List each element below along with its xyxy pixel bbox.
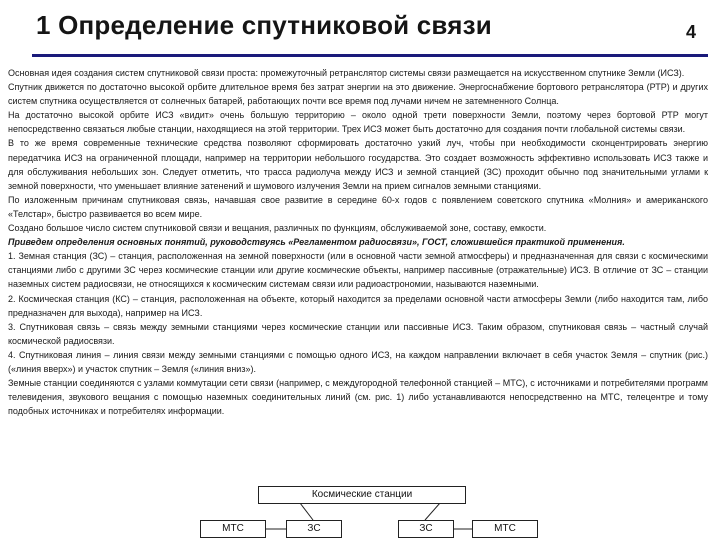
paragraph: В то же время современные технические средства позволяют сформировать достаточно узкий луч, чтобы при необходимости сконцентрировать энергию передатчика ИСЗ на ограниченной площади, например на территории небольшого государства. Это создает возможность эффективно использовать ИСЗ также и для обслуживания небольших зон. Следует отметить, что трасса радиолуча между ИСЗ и земной станцией (ЗС) проходит обычно под значительными углами к земной поверхности, что уменьшает влияние затенений и шумового излучения Земли на прием сигналов земными станциями. (8, 138, 708, 191)
page-number: 4 (686, 22, 697, 42)
left-earth-station-box: ЗС (286, 520, 342, 538)
title-underline (32, 54, 708, 57)
paragraph: Основная идея создания систем спутниковой связи проста: промежуточный ретранслятор системы связи размещается на искусственном спутнике Земли (ИСЗ). (8, 68, 685, 78)
definition-earth-station: 1. Земная станция (ЗС) – станция, расположенная на земной поверхности (или в основной части земной атмосферы) и предназначенная для связи с космическими станциями либо с другими ЗС через космические станции или другие космические объекты, например пассивные (отражательные) ИСЗ. В отличие от ЗС – станции наземных систем радиосвязи, не относящихся к космическим системам связи или радиоастрономии, называются наземными. (8, 251, 708, 290)
paragraph: По изложенным причинам спутниковая связь, начавшая свое развитие в середине 60-х годов с появлением советского спутника «Молния» и американского «Телстар», быстро развивается во всем мире. (8, 194, 708, 219)
satellite-box: Космические станции (258, 486, 466, 504)
uplink-line (300, 503, 313, 520)
left-exchange-box: МТС (200, 520, 266, 538)
definition-satellite-line: 4. Спутниковая линия – линия связи между земными станциями с помощью одного ИСЗ, на каждом направлении включает в себя участок Земля – спутник (рис.) («линия вверх») и участок спутник – Земля («линия вниз»). (8, 349, 708, 374)
definition-space-station: 2. Космическая станция (КС) – станция, расположенная на объекте, который находится за пределами основной части атмосферы Земли (либо находится там, либо предназначен для выхода), например на ИСЗ. (8, 293, 708, 318)
paragraph-emphasis: Приведем определения основных понятий, руководствуясь «Регламентом радиосвязи», ГОСТ, сложившейся практикой применения. (8, 237, 625, 248)
page-title: 1 Определение спутниковой связи (36, 10, 492, 40)
paragraph: На достаточно высокой орбите ИСЗ «видит» очень большую территорию – около одной трети поверхности Земли, поэтому через бортовой РТР могут непосредственно связаться любые станции, находящиеся на этой территории. Трех ИСЗ может быть достаточно для создания почти глобальной системы связи. (8, 110, 708, 135)
body-text (8, 66, 708, 418)
paragraph: Земные станции соединяются с узлами коммутации сети связи (например, с междугородной телефонной станцией – МТС), с источниками и потребителями программ телевидения, звукового вещания с помощью наземных соединительных линий (см. рис. 1) либо устанавливаются непосредственно на МТС, телецентре и тому подобных источниках и потребителях информации. (8, 378, 708, 417)
paragraph: Создано большое число систем спутниковой связи и вещания, различных по функциям, обслуживаемой зоне, составу, емкости. (8, 223, 547, 234)
right-exchange-box: МТС (472, 520, 538, 538)
right-earth-station-box: ЗС (398, 520, 454, 538)
downlink-line (425, 503, 440, 520)
paragraph: Спутник движется по достаточно высокой орбите длительное время без затрат энергии на это движение. Энергоснабжение бортового ретранслятора (РТР) и других систем спутника осуществляется от солнечных батарей, работающих почти все время под лучами ничем не затемненного Солнца. (8, 82, 708, 107)
definition-satellite-communication: 3. Спутниковая связь – связь между земными станциями через космические станции или пассивные ИСЗ. Таким образом, спутниковая связь – частный случай космической радиосвязи. (8, 321, 708, 346)
